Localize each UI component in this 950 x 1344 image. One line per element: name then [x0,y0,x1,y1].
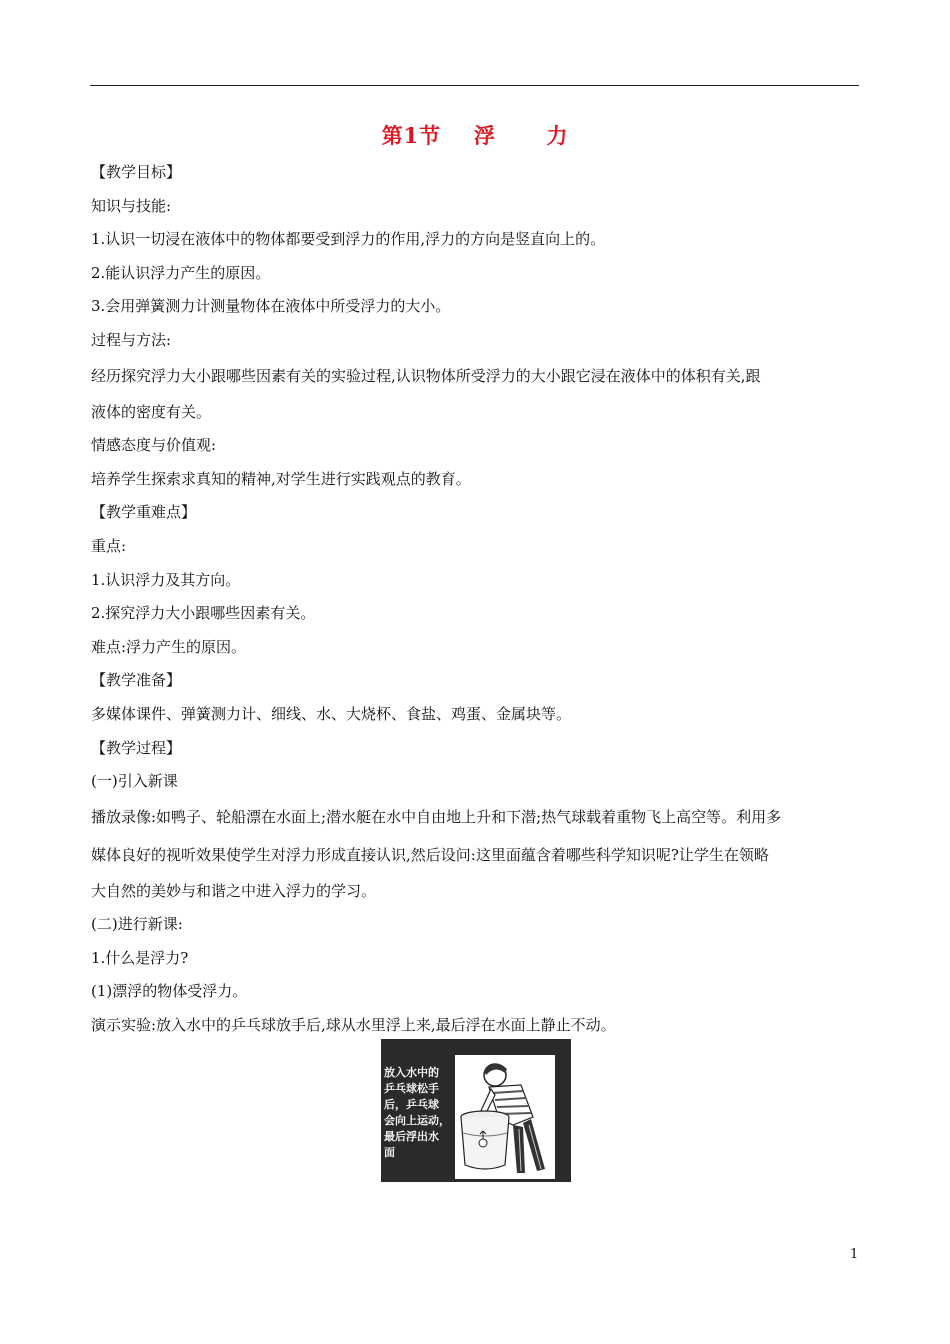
title-main: 浮 [473,123,496,148]
text-line: 2.探究浮力大小跟哪些因素有关。 [91,604,316,623]
boy-with-tank-illustration [455,1055,555,1179]
header-rule [90,85,859,86]
section-heading: 【教学重难点】 [91,503,197,522]
figure-caption: 放入水中的 乒乓球松手 后，乒乓球 会向上运动， 最后浮出水 面 [384,1066,450,1159]
text-line: (一)引入新课 [91,772,178,791]
text-line: 1.认识一切浸在液体中的物体都要受到浮力的作用,浮力的方向是竖直向上的。 [91,230,606,249]
document-body [91,156,861,1043]
text-line: 经历探究浮力大小跟哪些因素有关的实验过程,认识物体所受浮力的大小跟它浸在液体中的体积有关,跟 [91,366,761,385]
text-line: 1.什么是浮力? [91,948,189,967]
text-line: 大自然的美妙与和谐之中进入浮力的学习。 [91,881,377,900]
text-line: 演示实验:放入水中的乒乓球放手后,球从水里浮上来,最后浮在水面上静止不动。 [91,1016,616,1035]
section-heading: 【教学准备】 [91,671,182,690]
ping-pong-experiment-figure [381,1039,571,1182]
section-heading: 【教学过程】 [91,738,182,757]
text-line: 多媒体课件、弹簧测力计、细线、水、大烧杯、食盐、鸡蛋、金属块等。 [91,704,572,723]
text-line: 过程与方法: [91,330,172,349]
text-line: 情感态度与价值观: [91,436,217,455]
text-line: 媒体良好的视听效果使学生对浮力形成直接认识,然后设问:这里面蕴含着哪些科学知识呢?让学生在领略 [91,845,769,864]
title-suffix: 力 [546,123,569,148]
title-prefix: 第1节 [381,123,442,148]
text-line: 液体的密度有关。 [91,402,212,421]
text-line: 知识与技能: [91,196,172,215]
text-line: 3.会用弹簧测力计测量物体在液体中所受浮力的大小。 [91,297,451,316]
text-line: (二)进行新课: [91,915,183,934]
page-title [0,120,950,150]
text-line: 重点: [91,536,127,555]
page-number: 1 [850,1247,859,1262]
text-line: 难点:浮力产生的原因。 [91,637,247,656]
text-line: (1)漂浮的物体受浮力。 [91,982,248,1001]
text-line: 播放录像:如鸭子、轮船漂在水面上;潜水艇在水中自由地上升和下潜;热气球载着重物飞上高空等。利用多 [91,807,782,826]
section-heading: 【教学目标】 [91,163,182,181]
text-line: 1.认识浮力及其方向。 [91,570,241,589]
text-line: 培养学生探索求真知的精神,对学生进行实践观点的教育。 [91,469,471,488]
text-line: 2.能认识浮力产生的原因。 [91,263,271,282]
